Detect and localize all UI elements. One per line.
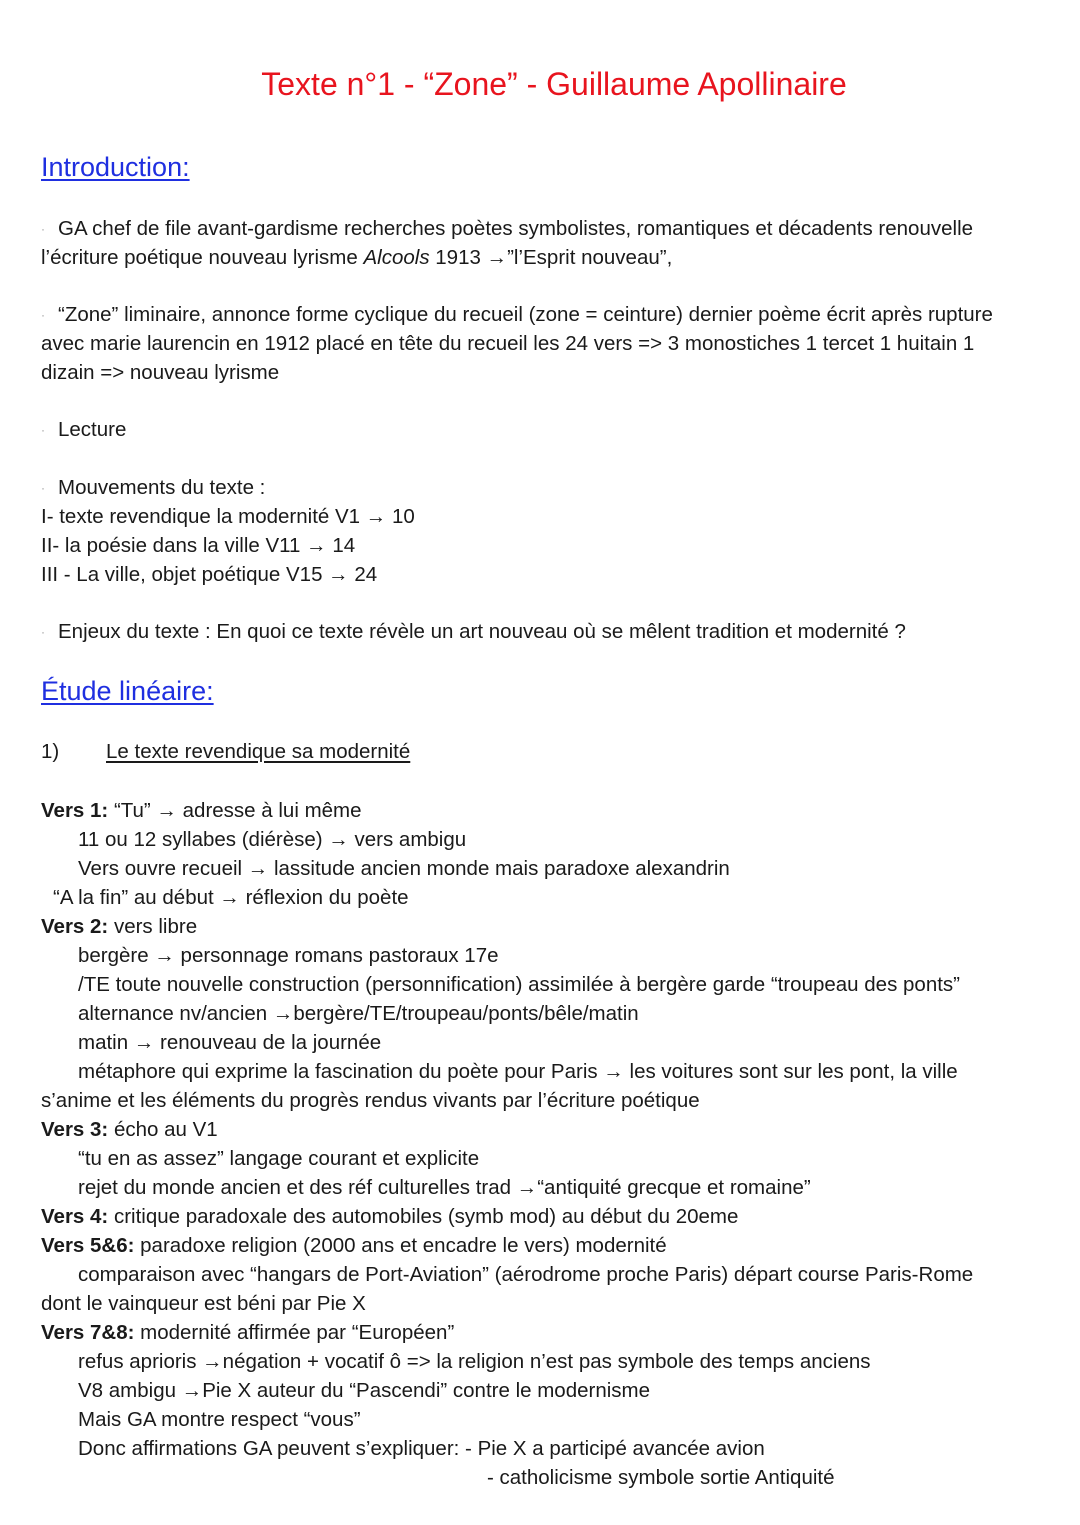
analysis-line: s’anime et les éléments du progrès rendus vivants par l’écriture poétique [41, 1089, 700, 1112]
analysis-line: écho au V1 [108, 1118, 218, 1141]
analysis-line: refus aprioris →négation + vocatif ô => la religion n’est pas symbole des temps anciens [78, 1350, 871, 1373]
etude-lineaire-heading: Étude linéaire: [41, 676, 214, 706]
intro-p1-line-2-pre: l’écriture poétique nouveau lyrisme [41, 246, 364, 269]
vers-label: Vers 3: [41, 1118, 109, 1141]
lecture-item: · Lecture [41, 415, 1051, 444]
mouvements-label: Mouvements du texte : [58, 476, 266, 499]
bullet-icon: · [41, 423, 45, 438]
analysis-lines [41, 796, 1051, 1492]
section-title: Le texte revendique sa modernité [106, 740, 411, 763]
analysis-line: rejet du monde ancien et des réf culturelles trad →“antiquité grecque et romaine” [78, 1176, 811, 1199]
analysis-line: Donc affirmations GA peuvent s’expliquer: - Pie X a participé avancée avion [78, 1437, 765, 1460]
mouvement-2: II- la poésie dans la ville V11 → 14 [41, 534, 356, 557]
analysis-line: dont le vainqueur est béni par Pie X [41, 1292, 366, 1315]
intro-p1-line-2-post: 1913 →”l’Esprit nouveau”, [429, 246, 673, 269]
section-number: 1) [41, 740, 60, 763]
section-1-heading [41, 737, 410, 766]
document-title: Texte n°1 - “Zone” - Guillaume Apollinaire [261, 66, 847, 102]
bullet-icon: · [41, 625, 45, 640]
vers-label: Vers 5&6: [41, 1234, 135, 1257]
vers-label: Vers 7&8: [41, 1321, 135, 1344]
intro-p2-line-2: avec marie laurencin en 1912 placé en tête du recueil les 24 vers => 3 monostiches 1 tercet 1 huitain 1 [41, 332, 975, 355]
introduction-heading: Introduction: [41, 152, 190, 182]
vers-label: Vers 2: [41, 915, 109, 938]
mouvements-block [41, 473, 1051, 589]
analysis-line: métaphore qui exprime la fascination du poète pour Paris → les voitures sont sur les pont, la ville [78, 1060, 958, 1083]
analysis-line: Mais GA montre respect “vous” [78, 1408, 361, 1431]
mouvement-1: I- texte revendique la modernité V1 → 10 [41, 505, 415, 528]
analysis-line: “A la fin” au début → réflexion du poète [53, 886, 409, 909]
analysis-line: Vers ouvre recueil → lassitude ancien monde mais paradoxe alexandrin [78, 857, 730, 880]
intro-paragraph-2 [41, 300, 1051, 387]
bullet-icon: · [41, 222, 45, 237]
analysis-line: - catholicisme symbole sortie Antiquité [487, 1466, 835, 1489]
analysis-line: bergère → personnage romans pastoraux 17e [78, 944, 499, 967]
intro-paragraph-1 [41, 214, 1051, 272]
analysis-line: matin → renouveau de la journée [78, 1031, 382, 1054]
bullet-icon: · [41, 481, 45, 496]
analysis-line: /TE toute nouvelle construction (personnification) assimilée à bergère garde “troupeau des ponts” [78, 973, 960, 996]
intro-p1-line-1: GA chef de file avant-gardisme recherches poètes symbolistes, romantiques et décadents renouvelle [58, 217, 974, 240]
analysis-line: alternance nv/ancien →bergère/TE/troupeau/ponts/bêle/matin [78, 1002, 639, 1025]
vers-label: Vers 1: [41, 799, 109, 822]
analysis-line: 11 ou 12 syllabes (diérèse) → vers ambigu [78, 828, 467, 851]
analysis-line: V8 ambigu →Pie X auteur du “Pascendi” contre le modernisme [78, 1379, 651, 1402]
mouvement-3: III - La ville, objet poétique V15 → 24 [41, 563, 378, 586]
enjeux-item: · Enjeux du texte : En quoi ce texte révèle un art nouveau où se mêlent tradition et modernité ? [41, 617, 1051, 646]
analysis-line: modernité affirmée par “Européen” [134, 1321, 455, 1344]
analysis-line: paradoxe religion (2000 ans et encadre le vers) modernité [134, 1234, 667, 1257]
intro-p2-line-1: “Zone” liminaire, annonce forme cyclique du recueil (zone = ceinture) dernier poème écrit après rupture [58, 303, 993, 326]
alcools-title: Alcools [363, 246, 430, 269]
bullet-icon: · [41, 308, 45, 323]
analysis-line: “Tu” → adresse à lui même [108, 799, 362, 822]
analysis-line: critique paradoxale des automobiles (symb mod) au début du 20eme [108, 1205, 739, 1228]
analysis-line: comparaison avec “hangars de Port-Aviation” (aérodrome proche Paris) départ course Paris-Rome [78, 1263, 974, 1286]
vers-label: Vers 4: [41, 1205, 109, 1228]
intro-p2-line-3: dizain => nouveau lyrisme [41, 361, 280, 384]
analysis-line: vers libre [108, 915, 198, 938]
analysis-line: “tu en as assez” langage courant et explicite [78, 1147, 480, 1170]
